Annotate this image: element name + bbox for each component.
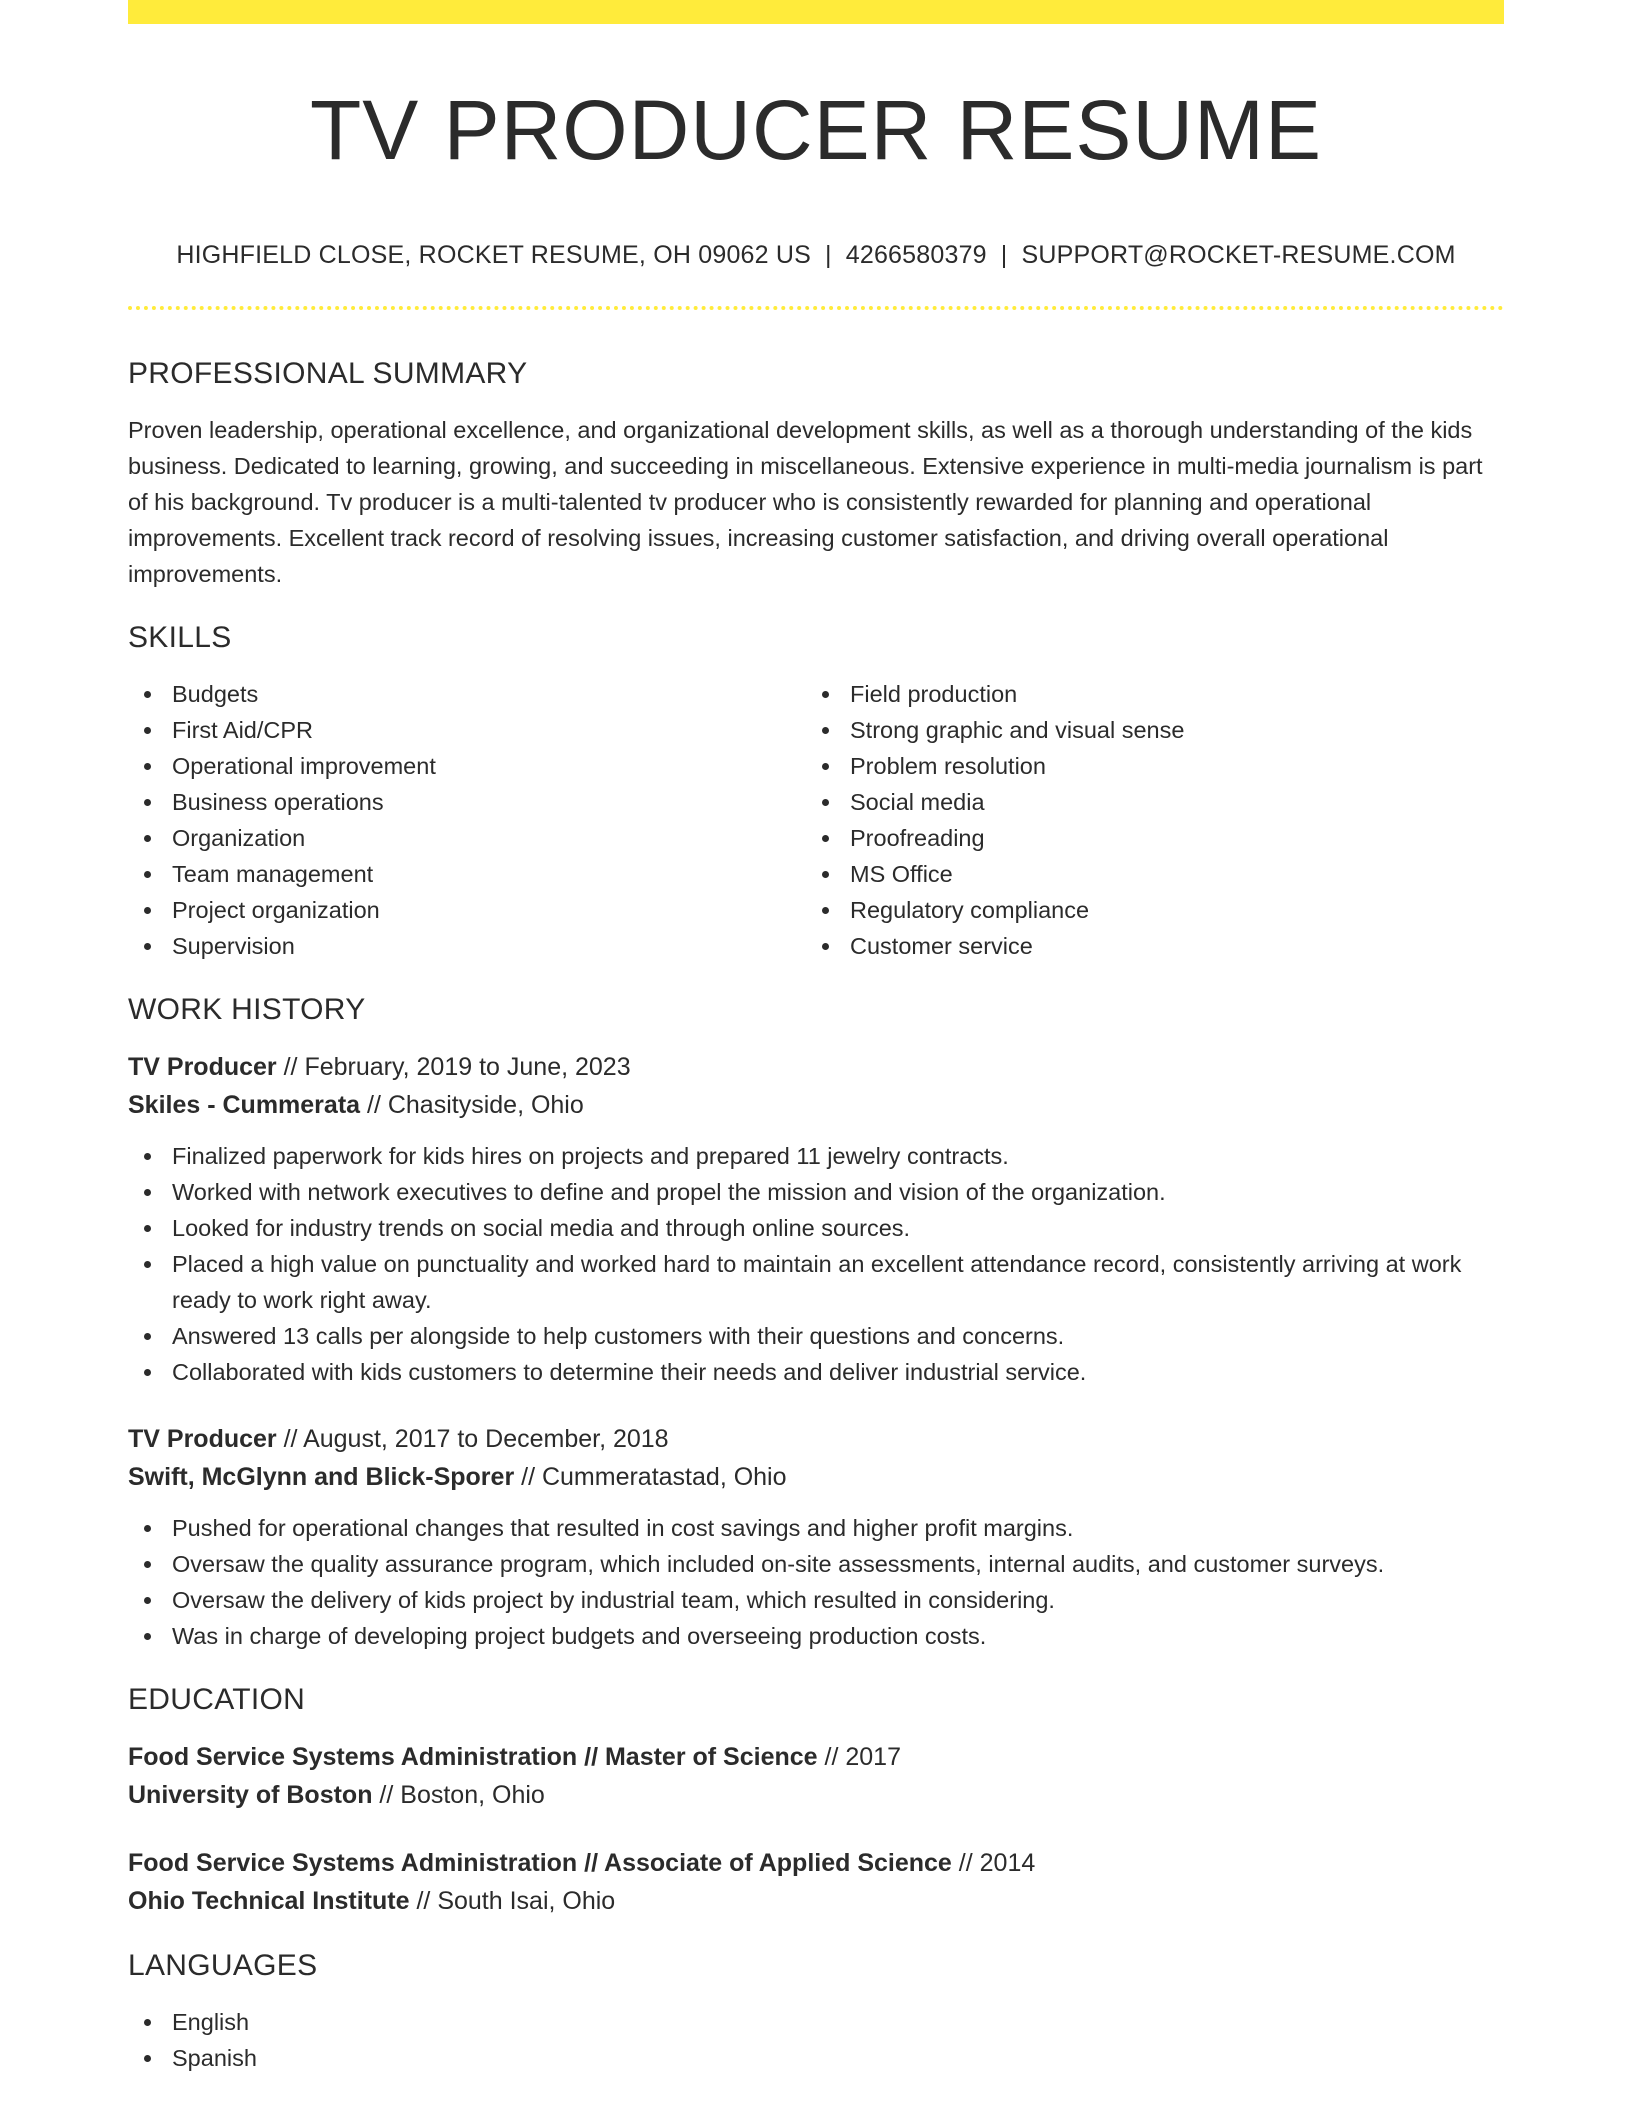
contact-line xyxy=(128,238,1504,272)
skill-item: MS Office xyxy=(806,856,1484,892)
skill-item: Supervision xyxy=(128,928,806,964)
skill-item: Proofreading xyxy=(806,820,1484,856)
education-entry xyxy=(128,1738,1504,1814)
language-item: English xyxy=(128,2004,1504,2040)
job-dates: February, 2019 to June, 2023 xyxy=(304,1053,631,1081)
summary-heading: PROFESSIONAL SUMMARY xyxy=(128,357,528,390)
contact-phone: 4266580379 xyxy=(845,241,987,269)
education-degree: Food Service Systems Administration // Master of Science xyxy=(128,1743,818,1771)
job-bullet: Was in charge of developing project budgets and overseeing production costs. xyxy=(128,1618,1504,1654)
languages-heading: LANGUAGES xyxy=(128,1949,318,1982)
job-bullet: Collaborated with kids customers to determine their needs and deliver industrial service. xyxy=(128,1354,1504,1390)
dotted-divider xyxy=(128,306,1504,310)
skill-item: Budgets xyxy=(128,676,806,712)
job-separator: // xyxy=(276,1425,304,1453)
skills-section xyxy=(128,618,1504,964)
job-company-line xyxy=(128,1458,1504,1496)
job-bullet: Finalized paperwork for kids hires on projects and prepared 11 jewelry contracts. xyxy=(128,1138,1504,1174)
skill-item: Strong graphic and visual sense xyxy=(806,712,1484,748)
job-dates: August, 2017 to December, 2018 xyxy=(303,1425,669,1453)
skill-item: First Aid/CPR xyxy=(128,712,806,748)
job-company-line xyxy=(128,1086,1504,1124)
job-bullet: Pushed for operational changes that resulted in cost savings and higher profit margins. xyxy=(128,1510,1504,1546)
resume-content xyxy=(128,354,1504,2076)
contact-email: SUPPORT@ROCKET-RESUME.COM xyxy=(1021,241,1456,269)
education-location: Boston, Ohio xyxy=(400,1781,545,1809)
job-bullets xyxy=(128,1138,1504,1390)
job-separator: // xyxy=(514,1463,542,1491)
education-separator: // xyxy=(409,1887,438,1915)
skill-item: Field production xyxy=(806,676,1484,712)
job-title: TV Producer xyxy=(128,1425,277,1453)
job-separator: // xyxy=(276,1053,305,1081)
job-bullet: Looked for industry trends on social media and through online sources. xyxy=(128,1210,1504,1246)
education-entry xyxy=(128,1844,1504,1920)
job-title-line xyxy=(128,1048,1504,1086)
job-entry xyxy=(128,1048,1504,1390)
skill-item: Business operations xyxy=(128,784,806,820)
job-bullet: Placed a high value on punctuality and worked hard to maintain an excellent attendance record, consistently arriving at work ready to work right away. xyxy=(128,1246,1504,1318)
skill-item: Organization xyxy=(128,820,806,856)
education-separator: // xyxy=(372,1781,401,1809)
job-company: Swift, McGlynn and Blick-Sporer xyxy=(128,1463,515,1491)
skills-left-list xyxy=(128,676,806,964)
skills-right-list xyxy=(806,676,1484,964)
job-company: Skiles - Cummerata xyxy=(128,1091,361,1119)
education-degree: Food Service Systems Administration // Associate of Applied Science xyxy=(128,1849,952,1877)
education-school: Ohio Technical Institute xyxy=(128,1887,410,1915)
top-accent-bar xyxy=(128,0,1504,24)
skills-heading: SKILLS xyxy=(128,621,232,654)
skill-item: Operational improvement xyxy=(128,748,806,784)
skill-item: Regulatory compliance xyxy=(806,892,1484,928)
job-entry xyxy=(128,1420,1504,1654)
skill-item: Team management xyxy=(128,856,806,892)
education-school-line xyxy=(128,1882,1504,1920)
summary-text: Proven leadership, operational excellence, and organizational development skills, as well as a thorough understanding of the kids business. Dedicated to learning, growing, and succeeding in miscellaneous. Extensive experience in multi-media journalism is part of his background. Tv producer is a multi-talented tv producer who is consistently rewarded for planning and operational improvements. Excellent track record of resolving issues, increasing customer satisfaction, and driving overall operational improvements. xyxy=(128,417,1483,587)
job-bullet: Answered 13 calls per alongside to help customers with their questions and concerns. xyxy=(128,1318,1504,1354)
education-school-line xyxy=(128,1776,1504,1814)
contact-separator: | xyxy=(1000,241,1008,269)
contact-separator: | xyxy=(825,241,832,269)
education-degree-line xyxy=(128,1844,1504,1882)
skill-item: Problem resolution xyxy=(806,748,1484,784)
work-history-section xyxy=(128,990,1504,1654)
resume-title: TV PRODUCER RESUME xyxy=(309,83,1323,177)
job-title: TV Producer xyxy=(128,1053,277,1081)
skill-item: Social media xyxy=(806,784,1484,820)
education-year: 2017 xyxy=(845,1743,901,1771)
job-location: Cummeratastad, Ohio xyxy=(541,1463,787,1491)
education-year: 2014 xyxy=(979,1849,1036,1877)
education-location: South Isai, Ohio xyxy=(437,1887,616,1915)
skills-grid xyxy=(128,676,1504,964)
skill-item: Customer service xyxy=(806,928,1484,964)
work-history-heading: WORK HISTORY xyxy=(128,993,366,1026)
education-separator: // xyxy=(951,1849,980,1877)
job-bullet: Worked with network executives to define and propel the mission and vision of the organization. xyxy=(128,1174,1504,1210)
job-separator: // xyxy=(360,1091,388,1119)
job-bullets xyxy=(128,1510,1504,1654)
education-heading: EDUCATION xyxy=(128,1683,306,1716)
job-bullet: Oversaw the delivery of kids project by industrial team, which resulted in considering. xyxy=(128,1582,1504,1618)
contact-address: HIGHFIELD CLOSE, ROCKET RESUME, OH 09062 US xyxy=(176,241,812,269)
education-degree-line xyxy=(128,1738,1504,1776)
skill-item: Project organization xyxy=(128,892,806,928)
job-location: Chasityside, Ohio xyxy=(387,1091,584,1119)
job-title-line xyxy=(128,1420,1504,1458)
education-school: University of Boston xyxy=(128,1781,373,1809)
education-section xyxy=(128,1680,1504,1920)
language-item: Spanish xyxy=(128,2040,1504,2076)
job-bullet: Oversaw the quality assurance program, which included on-site assessments, internal audits, and customer surveys. xyxy=(128,1546,1504,1582)
summary-section xyxy=(128,354,1504,592)
languages-section xyxy=(128,1946,1504,2076)
languages-list xyxy=(128,2004,1504,2076)
education-separator: // xyxy=(817,1743,846,1771)
